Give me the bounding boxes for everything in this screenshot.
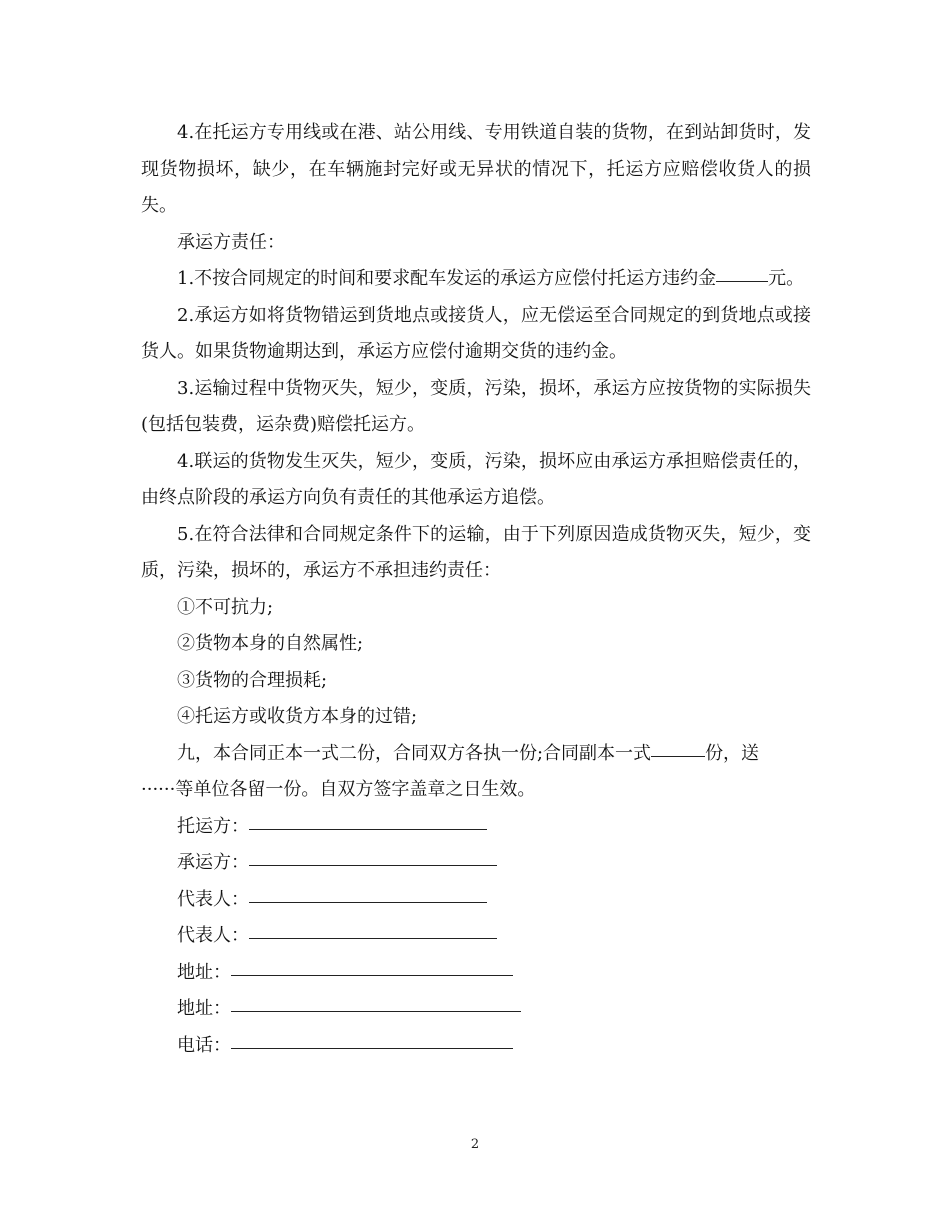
signature-row-phone (141, 1028, 811, 1065)
signature-blank[interactable] (231, 1030, 513, 1049)
signature-blank[interactable] (249, 847, 497, 866)
signature-row-address (141, 991, 811, 1028)
carrier-liability-item-3: 3.运输过程中货物灭失，短少，变质，污染，损坏，承运方应按货物的实际损失(包括包装费，运杂费)赔偿托运方。 (141, 377, 811, 435)
page-number: 2 (470, 1137, 480, 1152)
signature-blank[interactable] (249, 811, 487, 830)
signature-label: 电话： (177, 1034, 231, 1056)
signature-blank[interactable] (249, 920, 497, 939)
signature-label: 承运方： (177, 852, 249, 873)
signature-row-address (141, 955, 811, 992)
signature-label: 地址： (177, 961, 231, 983)
carrier-liability-item-1 (141, 261, 811, 298)
signature-label: 代表人： (177, 925, 249, 946)
exemption-item: ①不可抗力; (177, 596, 274, 618)
shipper-liability-item-4: 4.在托运方专用线或在港、站公用线、专用铁道自装的货物，在到站卸货时，发现货物损坏，缺少，在车辆施封完好或无异状的情况下，托运方应赔偿收货人的损失。 (141, 122, 811, 216)
signature-blank[interactable] (231, 957, 513, 976)
exemption-item: ④托运方或收货方本身的过错; (177, 706, 418, 727)
signature-row-carrier (141, 845, 811, 882)
document-body (141, 115, 811, 1064)
clause-9-text-cont: 份，送 (705, 742, 760, 764)
signature-row-shipper (141, 809, 811, 846)
carrier-liability-item-2: 2.承运方如将货物错运到货地点或接货人，应无偿运至合同规定的到货地点或接货人。如果货物逾期达到，承运方应偿付逾期交货的违约金。 (141, 304, 811, 362)
clause-9-text: 九，本合同正本一式二份，合同双方各执一份;合同副本一式 (177, 742, 652, 764)
exemption-item: ②货物本身的自然属性; (177, 633, 364, 654)
signature-row-representative (141, 918, 811, 955)
signature-blank[interactable] (231, 993, 521, 1012)
carrier-item1-text: 1.不按合同规定的时间和要求配车发运的承运方应偿付托运方违约金 (177, 268, 717, 289)
signature-label: 代表人： (177, 888, 249, 910)
exemption-item: ③货物的合理损耗; (177, 669, 328, 691)
carrier-liability-item-4: 4.联运的货物发生灭失，短少，变质，污染，损坏应由承运方承担赔偿责任的，由终点阶段的承运方向负有责任的其他承运方追偿。 (141, 450, 811, 508)
signature-row-representative (141, 882, 811, 919)
carrier-liability-item-5: 5.在符合法律和合同规定条件下的运输，由于下列原因造成货物灭失，短少，变质，污染，损坏的，承运方不承担违约责任： (141, 523, 811, 581)
signature-label: 地址： (177, 998, 231, 1019)
carrier-item1-unit: 元。 (768, 268, 805, 289)
clause-9-line-2: ······等单位各留一份。自双方签字盖章之日生效。 (141, 779, 536, 800)
copy-count-blank[interactable] (651, 738, 705, 757)
penalty-amount-blank[interactable] (716, 263, 768, 282)
clause-9-line-1 (141, 736, 811, 773)
signature-blank[interactable] (249, 884, 487, 903)
carrier-liability-heading: 承运方责任： (177, 231, 285, 253)
signature-label: 托运方： (177, 815, 249, 837)
